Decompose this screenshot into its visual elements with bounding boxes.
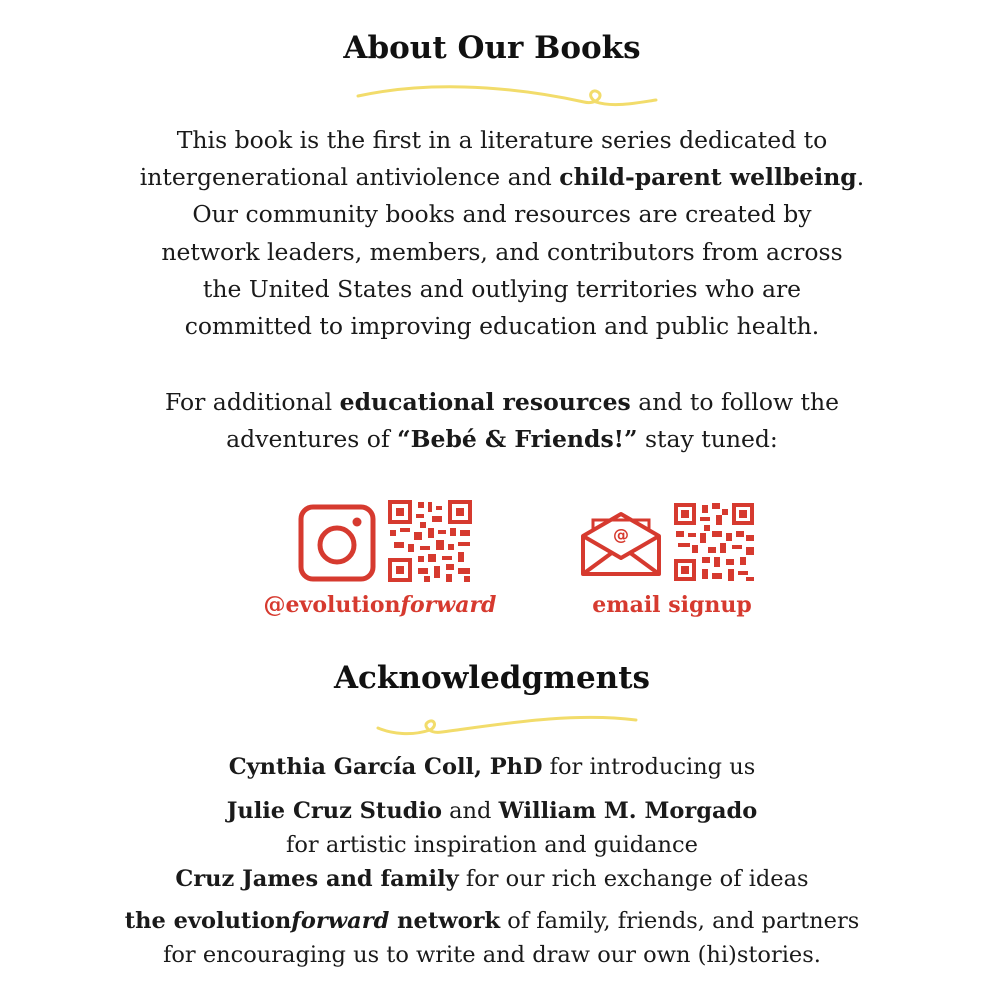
follow-line (110, 421, 894, 458)
about-heading: About Our Books (343, 30, 641, 66)
ack-text: for introducing us (542, 754, 756, 780)
ack-line (80, 904, 904, 938)
intro-line: the United States and outlying territories who are (202, 274, 802, 303)
ack-name: the evolution (124, 908, 292, 934)
follow-emphasis: educational resources (339, 388, 631, 416)
follow-text: adventures of (226, 425, 398, 454)
ack-name: William M. Morgado (498, 798, 758, 824)
ack-name: network (389, 908, 501, 934)
follow-text: stay tuned: (637, 425, 778, 454)
acknowledgment-item (80, 750, 904, 784)
email-signup-qr-code[interactable] (674, 503, 754, 581)
intro-emphasis: child-parent wellbeing (559, 163, 857, 192)
ack-line (80, 862, 904, 896)
ack-name: Cynthia García Coll, PhD (228, 754, 543, 780)
instagram-handle-italic: forward (400, 592, 497, 618)
instagram-handle-link[interactable] (240, 592, 520, 618)
intro-line: Our community books and resources are created by (192, 200, 812, 229)
intro-text: . (856, 163, 865, 192)
ack-text: and (441, 798, 499, 824)
follow-text: and to follow the (630, 388, 840, 416)
instagram-icon[interactable] (298, 504, 376, 582)
email-envelope-icon[interactable] (579, 510, 663, 578)
ack-name-italic: forward (291, 908, 390, 934)
intro-line: committed to improving education and public health. (184, 312, 820, 341)
decorative-squiggle (372, 706, 642, 742)
ack-line: for encouraging us to write and draw our own (hi)stories. (163, 942, 821, 968)
intro-line: This book is the first in a literature series dedicated to (176, 126, 828, 154)
ack-text: of family, friends, and partners (500, 908, 860, 934)
email-signup-link[interactable]: email signup (592, 592, 752, 618)
intro-text: intergenerational antiviolence and (139, 163, 560, 192)
ack-text: for our rich exchange of ideas (458, 866, 809, 892)
follow-paragraph (110, 384, 894, 458)
ack-line: for artistic inspiration and guidance (286, 832, 698, 858)
acknowledgment-item (80, 904, 904, 972)
acknowledgments-heading: Acknowledgments (334, 660, 650, 696)
intro-line (110, 159, 894, 196)
ack-name: Cruz James and family (175, 866, 459, 892)
ack-name: Julie Cruz Studio (226, 798, 442, 824)
ack-line (80, 794, 904, 828)
follow-line (110, 384, 894, 421)
intro-line: network leaders, members, and contributors from across (161, 237, 843, 266)
series-title: “Bebé & Friends!” (397, 425, 638, 454)
instagram-qr-code[interactable] (388, 500, 472, 582)
svg-text:@: @ (613, 525, 629, 544)
decorative-squiggle (352, 80, 662, 116)
instagram-handle-text: @evolution (263, 592, 401, 618)
intro-paragraph (110, 122, 894, 345)
follow-text: For additional (164, 388, 340, 416)
acknowledgment-item (80, 794, 904, 896)
